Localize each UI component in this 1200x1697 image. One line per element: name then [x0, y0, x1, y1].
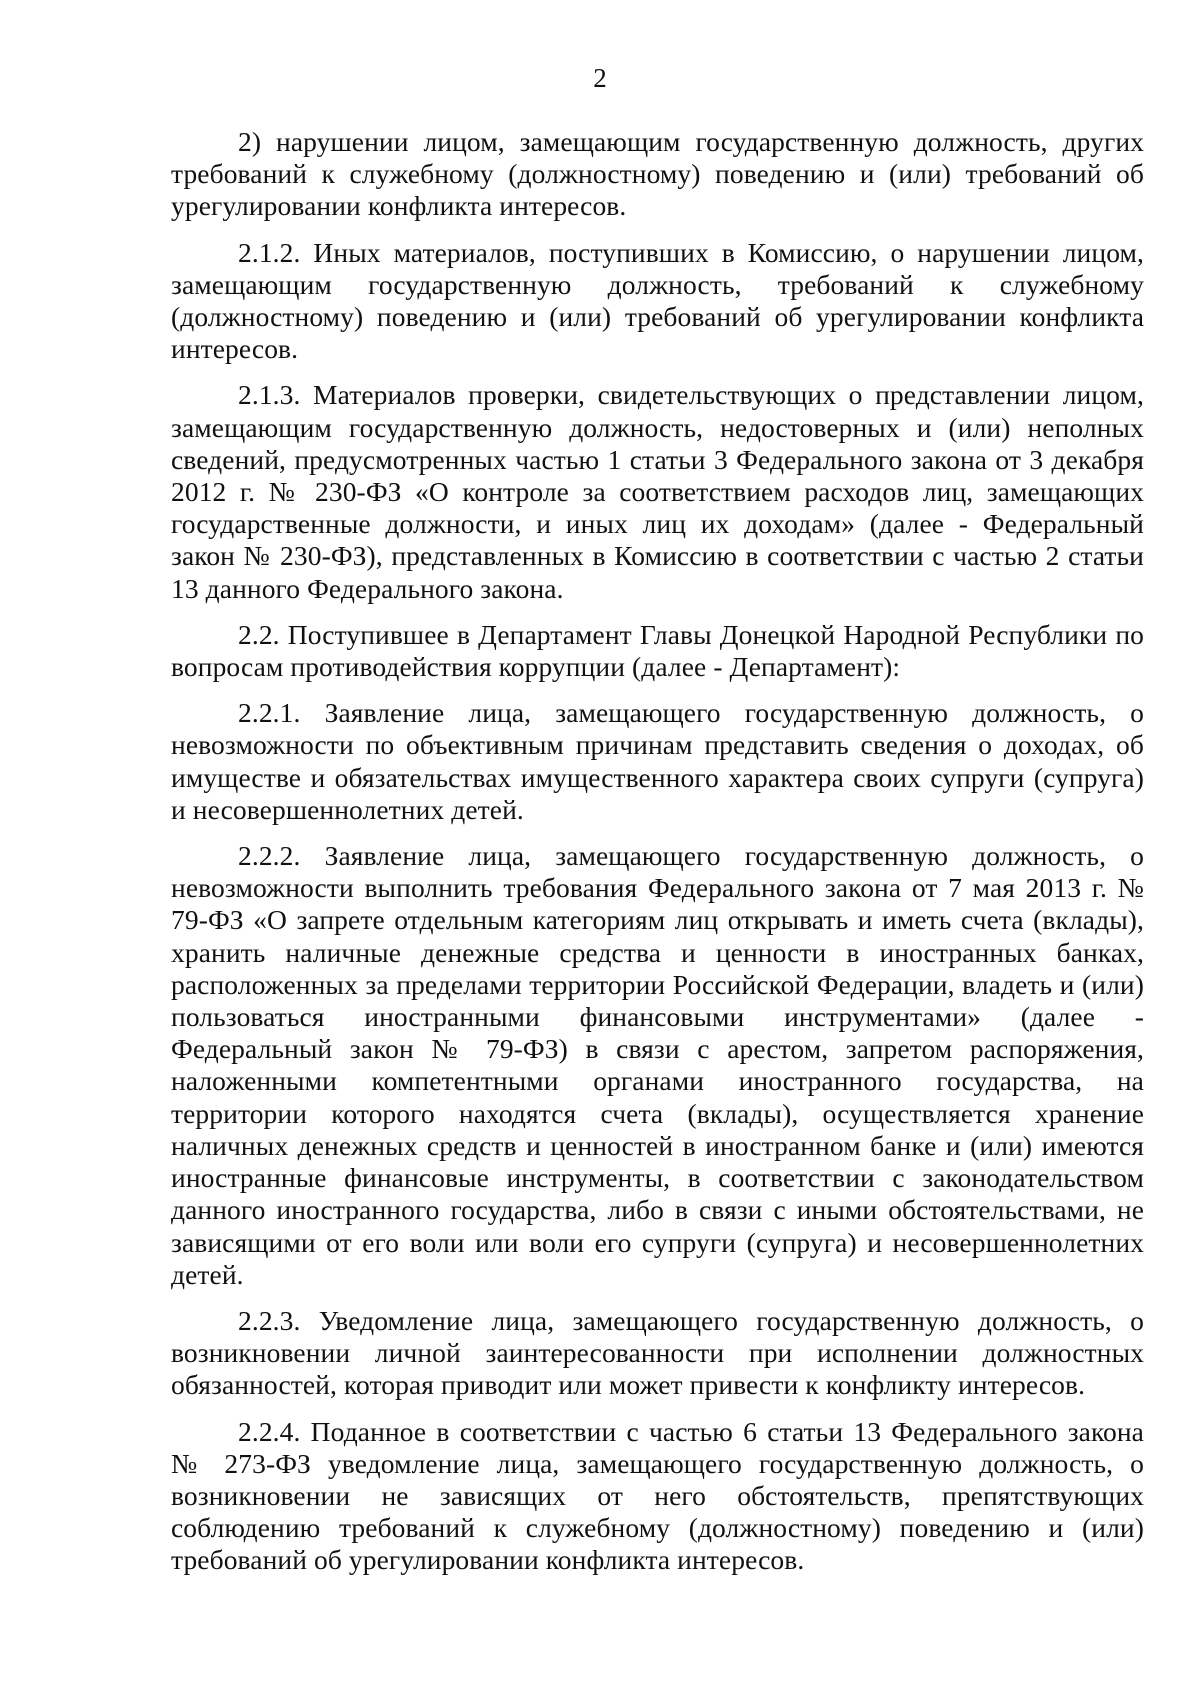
paragraph-2-2-3: 2.2.3. Уведомление лица, замещающего государственную должность, о возникновении личной заинтересованности при исполнении должностных обязанностей, которая приводит или может привести к конфликту интересов. — [171, 1304, 1144, 1401]
page-number: 2 — [593, 63, 607, 93]
paragraph-2-1-3: 2.1.3. Материалов проверки, свидетельствующих о представлении лицом, замещающим государственную должность, недостоверных и (или) неполных сведений, предусмотренных частью 1 статьи 3 Федерального закона от 3 декабря 2012 г. № 230-ФЗ «О контроле за соответствием расходов лиц, замещающих государственные должности, и иных лиц их доходам» (далее - Федеральный закон № 230-ФЗ), представленных в Комиссию в соответствии с частью 2 статьи 13 данного Федерального закона. — [171, 379, 1144, 604]
paragraph-2-2-4: 2.2.4. Поданное в соответствии с частью 6 статьи 13 Федерального закона № 273-ФЗ уведомление лица, замещающего государственную должность, о возникновении не зависящих от него обстоятельств, препятствующих соблюдению требований к служебному (должностному) поведению и (или) требований об урегулировании конфликта интересов. — [171, 1415, 1144, 1576]
document-body — [171, 126, 1144, 1591]
paragraph-2-2-1: 2.2.1. Заявление лица, замещающего государственную должность, о невозможности по объективным причинам представить сведения о доходах, об имуществе и обязательствах имущественного характера своих супруги (супруга) и несовершеннолетних детей. — [171, 697, 1144, 825]
paragraph-2-2: 2.2. Поступившее в Департамент Главы Донецкой Народной Республики по вопросам противодействия коррупции (далее - Департамент): — [171, 618, 1144, 683]
paragraph-2-2-2: 2.2.2. Заявление лица, замещающего государственную должность, о невозможности выполнить требования Федерального закона от 7 мая 2013 г. № 79-ФЗ «О запрете отдельным категориям лиц открывать и иметь счета (вклады), хранить наличные денежные средства и ценности в иностранных банках, расположенных за пределами территории Российской Федерации, владеть и (или) пользоваться иностранными финансовыми инструментами» (далее - Федеральный закон № 79-ФЗ) в связи с арестом, запретом распоряжения, наложенными компетентными органами иностранного государства, на территории которого находятся счета (вклады), осуществляется хранение наличных денежных средств и ценностей в иностранном банке и (или) имеются иностранные финансовые инструменты, в соответствии с законодательством данного иностранного государства, либо в связи с иными обстоятельствами, не зависящими от его воли или воли его супруги (супруга) и несовершеннолетних детей. — [171, 840, 1144, 1290]
paragraph-2-1-2: 2.1.2. Иных материалов, поступивших в Комиссию, о нарушении лицом, замещающим государственную должность, требований к служебному (должностному) поведению и (или) требований об урегулировании конфликта интересов. — [171, 236, 1144, 365]
paragraph-2-violation: 2) нарушении лицом, замещающим государственную должность, других требований к служебному (должностному) поведению и (или) требований об урегулировании конфликта интересов. — [171, 126, 1144, 222]
